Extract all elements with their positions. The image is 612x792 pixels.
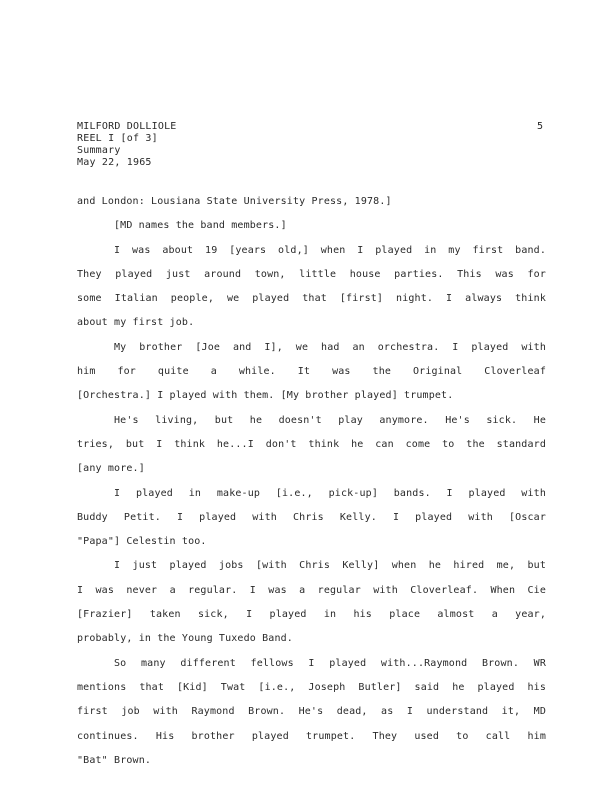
text-line: [any more.] xyxy=(77,463,145,475)
text-line: some Italian people, we played that [first] night. I always think xyxy=(77,293,546,305)
text-line: continues. His brother played trumpet. They used to call him xyxy=(77,730,546,742)
text-line: [Frazier] taken sick, I played in his place almost a year, xyxy=(77,609,546,621)
text-line: tries, but I think he...I don't think he can come to the standard xyxy=(77,438,546,450)
text-line: about my first job. xyxy=(77,317,195,329)
text-line: mentions that [Kid] Twat [i.e., Joseph Butler] said he played his xyxy=(77,681,546,693)
text-line: probably, in the Young Tuxedo Band. xyxy=(77,633,293,645)
text-line: He's living, but he doesn't play anymore. He's sick. He xyxy=(114,414,546,426)
interview-date: May 22, 1965 xyxy=(77,157,152,168)
document-type: Summary xyxy=(77,145,121,156)
document-header xyxy=(77,121,177,169)
text-line: I was never a regular. I was a regular with Cloverleaf. When Cie xyxy=(77,584,546,596)
text-line: I was about 19 [years old,] when I played in my first band. xyxy=(114,244,546,256)
summary-body xyxy=(77,190,546,773)
text-line: first job with Raymond Brown. He's dead, as I understand it, MD xyxy=(77,706,546,718)
text-line: [Orchestra.] I played with them. [My brother played] trumpet. xyxy=(77,390,454,402)
text-line: "Bat" Brown. xyxy=(77,754,152,766)
text-line: They played just around town, little house parties. This was for xyxy=(77,268,546,280)
text-line: Buddy Petit. I played with Chris Kelly. I played with [Oscar xyxy=(77,511,546,523)
text-line: I just played jobs [with Chris Kelly] when he hired me, but xyxy=(114,560,546,572)
text-line: [MD names the band members.] xyxy=(114,220,287,232)
text-line: So many different fellows I played with...Raymond Brown. WR xyxy=(114,657,546,669)
text-line: I played in make-up [i.e., pick-up] bands. I played with xyxy=(114,487,546,499)
text-line: "Papa"] Celestin too. xyxy=(77,536,207,548)
page-number: 5 xyxy=(537,121,544,132)
interviewee-name: MILFORD DOLLIOLE xyxy=(77,121,177,132)
reel-label: REEL I [of 3] xyxy=(77,133,158,144)
text-line: My brother [Joe and I], we had an orchestra. I played with xyxy=(114,341,546,353)
text-line: and London: Lousiana State University Press, 1978.] xyxy=(77,196,392,207)
text-line: him for quite a while. It was the Original Cloverleaf xyxy=(77,366,546,378)
